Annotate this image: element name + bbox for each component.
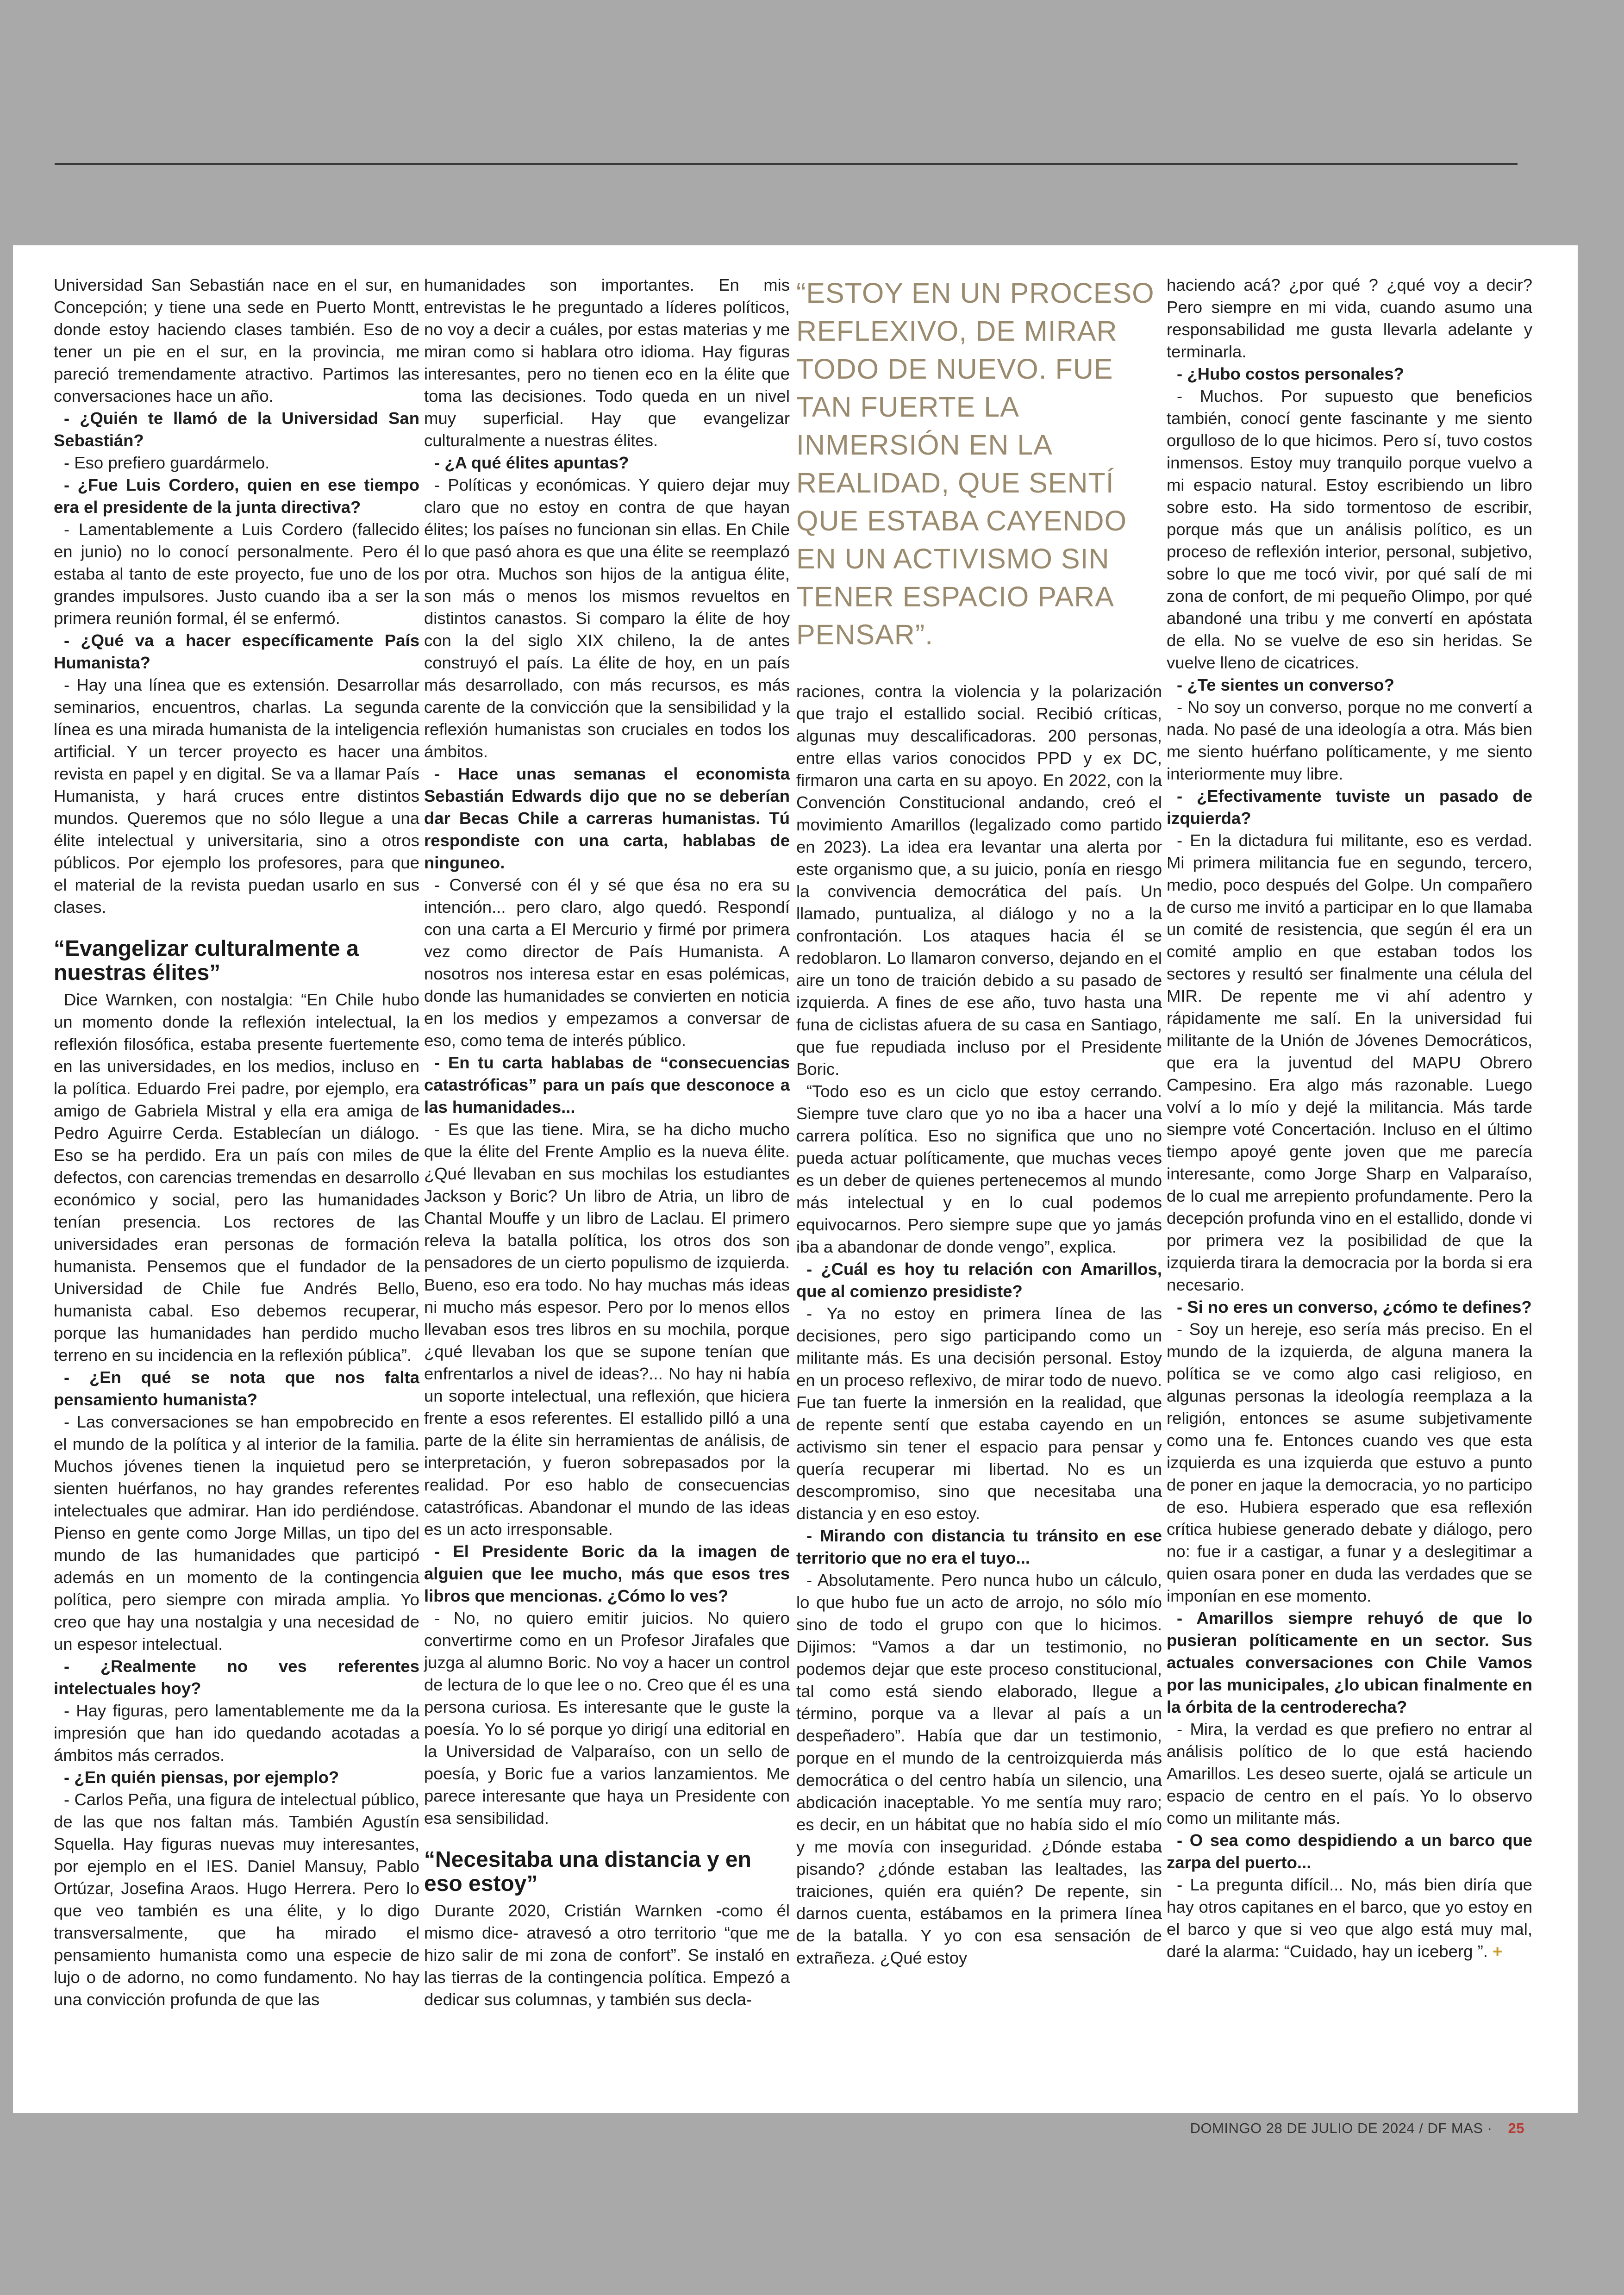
body-paragraph: [54, 452, 419, 474]
paragraph-text: - No soy un converso, porque no me convertí a nada. No pasé de una ideología a otra. Más bien me siento huérfano políticamente, y me siento interiormente muy libre.: [1167, 698, 1532, 783]
paragraph-text: - Mirando con distancia tu tránsito en ese territorio que no era el tuyo...: [796, 1526, 1162, 1567]
body-paragraph: [796, 1080, 1162, 1258]
paragraph-text: - El Presidente Boric da la imagen de alguien que lee mucho, más que esos tres libros que mencionas. ¿Cómo lo ves?: [424, 1542, 790, 1605]
paragraph-text: “Necesitaba una distancia y en eso estoy”: [424, 1847, 751, 1896]
paragraph-text: - ¿Fue Luis Cordero, quien en ese tiempo era el presidente de la junta directiva?: [54, 475, 419, 517]
interview-question: [424, 1540, 790, 1607]
body-paragraph: [1167, 1874, 1532, 1963]
body-paragraph: [1167, 385, 1532, 674]
body-paragraph: [54, 989, 419, 1366]
body-paragraph: [54, 1411, 419, 1655]
paragraph-text: - ¿En qué se nota que nos falta pensamiento humanista?: [54, 1368, 419, 1409]
paragraph-text: - En la dictadura fui militante, eso es verdad. Mi primera militancia fue en segundo, tercero, medio, poco después del Golpe. Un compañero de curso me invitó a participar en lo que llamaba un comité de resistencia, que según él era un comité amplio en que estaban todos los sectores y resultó ser finalmente una célula del MIR. De repente me vi ahí adentro y rápidamente me salí. En la universidad fui militante de la Unión de Jóvenes Democráticos, que era la juventud del MAPU Obrero Campesino. Era algo más razonable. Luego volví a lo mío y dejé la militancia. Más tarde siempre voté Concertación. Incluso en el último tiempo apoyé gente joven que me parecía interesante, como Jorge Sharp en Valparaíso, de lo cual me arrepiento profundamente. Pero la decepción profunda vino en el estallido, donde vi por primera vez la posibilidad de que la izquierda tirara la democracia por la borda si era necesario.: [1167, 831, 1532, 1294]
paragraph-text: raciones, contra la violencia y la polarización que trajo el estallido social. Recibió críticas, algunas muy descalificadoras. 200 personas, entre ellas varios conocidos PPD y ex DC, firmaron una carta en su apoyo. En 2022, con la Convención Constitucional andando, creó el movimiento Amarillos (legalizado como partido en 2023). La idea era levantar una alerta por este organismo que, a su juicio, ponía en riesgo la convivencia democrática del país. Un llamado, puntualiza, al diálogo y no a la confrontación. Los ataques hacia él se redoblaron. Lo llamaron converso, dejando en el aire un tono de traición debido a su pasado de izquierda. A fines de ese año, tuvo hasta una funa de ciclistas afuera de su casa en Santiago, que fue repudiada incluso por el Presidente Boric.: [796, 682, 1162, 1079]
paragraph-text: - ¿Qué va a hacer específicamente País Humanista?: [54, 631, 419, 672]
interview-question: [54, 1366, 419, 1411]
body-paragraph: [54, 1789, 419, 2011]
interview-question: [1167, 1829, 1532, 1874]
footer-issue-date: DOMINGO 28 DE JULIO DE 2024 / DF MAS ·: [1190, 2120, 1493, 2136]
interview-question: [54, 1766, 419, 1789]
paragraph-text: - ¿En quién piensas, por ejemplo?: [64, 1768, 339, 1787]
paragraph-text: - Hay una línea que es extensión. Desarrollar seminarios, encuentros, charlas. La segunda línea es una mirada humanista de la inteligencia artificial. Y un tercer proyecto es hacer una revista en papel y en digital. Se va a llamar País Humanista, y hará cruces entre distintos mundos. Queremos que no sólo llegue a una élite intelectual y universitaria, sino a otros públicos. Por ejemplo los profesores, para que el material de la revista puedan usarlo en sus clases.: [54, 675, 419, 917]
body-paragraph: [424, 874, 790, 1052]
paragraph-text: - Soy un hereje, eso sería más preciso. En el mundo de la izquierda, de alguna manera la política se ve como algo casi religioso, en algunas personas la ideología reemplaza a la religión, entonces se asume subjetivamente como una fe. Entonces cuando ves que esta izquierda es una izquierda que estuvo a punto de poner en jaque la democracia, yo no participo de eso. Hubiera esperado que esa reflexión crítica hubiese generado debate y diálogo, pero no: fue ir a castigar, a funar y a deslegitimar a quien osara poner en duda las verdades que se imponían en ese momento.: [1167, 1320, 1532, 1605]
paragraph-text: Universidad San Sebastián nace en el sur, en Concepción; y tiene una sede en Puerto Montt, donde estoy haciendo clases también. Eso de tener un pie en el sur, en la provincia, me pareció tremendamente atractivo. Partimos las conversaciones hace un año.: [54, 275, 419, 405]
paragraph-text: - Mira, la verdad es que prefiero no entrar al análisis político de lo que está haciendo Amarillos. Les deseo suerte, ojalá se articule un espacio de centro en el país. Yo lo observo como un militante más.: [1167, 1720, 1532, 1827]
paragraph-text: - Es que las tiene. Mira, se ha dicho mucho que la élite del Frente Amplio es la nueva élite. ¿Qué llevaban en sus mochilas los estudiantes Jackson y Boric? Un libro de Atria, un libro de Chantal Mouffe y un libro de Laclau. El primero releva la batalla política, los otros dos son pensadores de un cierto populismo de izquierda. Bueno, eso era todo. No hay muchas más ideas ni mucho más espesor. Pero por lo menos ellos llevaban esos tres libros en su mochila, porque ¿qué llevaban los que se supone tenían que enfrentarlos a nivel de ideas?... No hay ni había un soporte intelectual, una reflexión, que hiciera frente a esos referentes. El estallido pilló a una parte de la élite sin herramientas de análisis, de interpretación, y fueron sobrepasados por la realidad. Por eso hablo de consecuencias catastróficas. Abandonar el mundo de las ideas es un acto irresponsable.: [424, 1120, 790, 1539]
interview-question: [54, 474, 419, 518]
body-paragraph: [1167, 1318, 1532, 1607]
paragraph-text: - Absolutamente. Pero nunca hubo un cálculo, lo que hubo fue un acto de arrojo, no sólo mío sino de todo el grupo con que lo hicimos. Dijimos: “Vamos a dar un testimonio, no podemos dejar que este proceso constitucional, tal como está siendo elaborado, llegue a término, porque va a llevar al país a un despeñadero”. Había que dar un testimonio, porque en el mundo de la centroizquierda más democrática o del centro había un silencio, una abdicación inaceptable. Yo me sentía muy raro; es decir, en un hábitat que no había sido el mío y me movía con inseguridad. ¿Dónde estaba pisando? ¿dónde estaban las lealtades, las traiciones, quién era quién? De repente, sin darnos cuenta, estábamos en la primera línea de la batalla. Y yo con esa sensación de extrañeza. ¿Qué estoy: [796, 1571, 1162, 1967]
body-paragraph: [54, 518, 419, 630]
article-column-4: [1167, 274, 1532, 1963]
paragraph-text: Durante 2020, Cristián Warnken -como él mismo dice- atravesó a otro territorio “que me hizo salir de mi zona de confort”. Se instaló en las tierras de la contingencia política. Empezó a dedicar sus columnas, y también sus decla-: [424, 1901, 790, 2009]
paragraph-text: - Muchos. Por supuesto que beneficios también, conocí gente fascinante y me siento orgulloso de lo que hicimos. Pero sí, tuvo costos inmensos. Estoy muy tranquilo porque vuelvo a mi espacio natural. Estoy escribiendo un libro sobre esto. Ha sido tormentoso de escribir, porque más que un análisis político, es un proceso de reflexión interior, personal, subjetivo, sobre lo que me tocó vivir, por qué salí de mi zona de confort, de mi pequeño Olimpo, por qué abandoné una tribu y me convertí en apóstata de ella. No se vuelve de eso sin heridas. Se vuelve lleno de cicatrices.: [1167, 387, 1532, 672]
body-paragraph: [1167, 829, 1532, 1296]
body-paragraph: [424, 1607, 790, 1829]
interview-question: [54, 1655, 419, 1700]
interview-question: [1167, 1296, 1532, 1318]
paragraph-text: - ¿Hubo costos personales?: [1177, 364, 1404, 383]
magazine-page: [13, 245, 1578, 2113]
paragraph-text: humanidades son importantes. En mis entrevistas le he preguntado a líderes políticos, no voy a decir a cuáles, por estas materias y me miran como si hablara otro idioma. Hay figuras interesantes, pero no tienen eco en la élite que toma las decisiones. Todo queda en un nivel muy superficial. Hay que evangelizar culturalmente a nuestras élites.: [424, 275, 790, 450]
paragraph-text: - Hace unas semanas el economista Sebastián Edwards dijo que no se deberían dar Becas Chile a carreras humanistas. Tú respondiste con una carta, hablabas de ninguneo.: [424, 764, 790, 872]
paragraph-text: - En tu carta hablabas de “consecuencias catastróficas” para un país que desconoce a las humanidades...: [424, 1053, 790, 1116]
interview-question: [1167, 785, 1532, 829]
end-mark: +: [1493, 1942, 1503, 1961]
paragraph-text: - Las conversaciones se han empobrecido en el mundo de la política y al interior de la familia. Muchos jóvenes tienen la inquietud pero se sienten huérfanos, no hay grandes referentes intelectuales que admirar. Han ido perdiéndose. Pienso en gente como Jorge Millas, un tipo del mundo de las humanidades que participó además en un momento de la contingencia política, pero siempre con mirada amplia. Yo creo que hay una nostalgia y una necesidad de un espesor intelectual.: [54, 1412, 419, 1653]
paragraph-text: - Lamentablemente a Luis Cordero (fallecido en junio) no lo conocí personalmente. Pero él estaba al tanto de este proyecto, fue uno de los grandes impulsores. Justo cuando iba a ser la primera reunión formal, él se enfermó.: [54, 520, 419, 628]
paragraph-text: “Todo eso es un ciclo que estoy cerrando. Siempre tuve claro que yo no iba a hacer una carrera política. Eso no significa que uno no pueda actuar políticamente, que muchas veces es un deber de quienes pertenecemos al mundo más intelectual y en lo cual podemos equivocarnos. Pero siempre supe que yo jamás iba a abandonar de donde vengo”, explica.: [796, 1082, 1162, 1256]
paragraph-text: - ¿A qué élites apuntas?: [434, 453, 629, 472]
paragraph-text: Dice Warnken, con nostalgia: “En Chile hubo un momento donde la reflexión intelectual, la reflexión filosófica, estaba presente fuertemente en las universidades, en los medios, incluso en la política. Eduardo Frei padre, por ejemplo, era amigo de Gabriela Mistral y ella era amiga de Pedro Aguirre Cerda. Establecían un diálogo. Eso se ha perdido. Era un país con miles de defectos, con carencias tremendas en desarrollo económico y social, pero las humanidades tenían presencia. Los rectores de las universidades eran personas de formación humanista. Pensemos que el fundador de la Universidad de Chile fue Andrés Bello, humanista cabal. Eso debemos recuperar, porque las humanidades han perdido mucho terreno en su incidencia en la reflexión pública”.: [54, 990, 419, 1365]
paragraph-text: - ¿Efectivamente tuviste un pasado de izquierda?: [1167, 786, 1532, 828]
interview-question: [1167, 363, 1532, 385]
body-paragraph: [1167, 696, 1532, 785]
interview-question: [54, 407, 419, 452]
paragraph-text: - ¿Quién te llamó de la Universidad San Sebastián?: [54, 409, 419, 450]
paragraph-text: “Evangelizar culturalmente a nuestras élites”: [54, 936, 359, 985]
paragraph-text: - Hay figuras, pero lamentablemente me da la impresión que han ido quedando acotadas a ámbitos más cerrados.: [54, 1701, 419, 1765]
article-column-2: [424, 274, 790, 2011]
interview-question: [796, 1525, 1162, 1569]
interview-question: [424, 452, 790, 474]
pull-quote: “ESTOY EN UN PROCESO REFLEXIVO, DE MIRAR TODO DE NUEVO. FUE TAN FUERTE LA INMERSIÓN EN LA REALIDAD, QUE SENTÍ QUE ESTABA CAYENDO EN UN ACTIVISMO SIN TENER ESPACIO PARA PENSAR”.: [796, 277, 1155, 650]
paragraph-text: - Políticas y económicas. Y quiero dejar muy claro que no estoy en contra de que hayan élites; los países no funcionan sin ellas. En Chile lo que pasó ahora es que una élite se reemplazó por otra. Muchos son hijos de la antigua élite, son más o menos los mismos revueltos en distintos canastos. Si comparo la élite de hoy con la del siglo XIX chileno, la de antes construyó el país. La élite de hoy, en un país más desarrollado, con más recursos, es más carente de la convicción que la sensibilidad y la reflexión humanistas son cruciales en todos los ámbitos.: [424, 475, 790, 761]
paragraph-text: - ¿Te sientes un converso?: [1177, 675, 1394, 694]
section-heading: [424, 1848, 790, 1896]
body-paragraph: [1167, 1718, 1532, 1829]
body-paragraph: [424, 1900, 790, 2011]
paragraph-text: - Carlos Peña, una figura de intelectual público, de las que nos faltan más. También Agustín Squella. Hay figuras nuevas muy interesantes, por ejemplo en el IES. Daniel Mansuy, Pablo Ortúzar, Josefina Araos. Hugo Herrera. Pero lo que veo también es una élite, y lo digo transversalmente, que ha mirado el pensamiento humanista como una especie de lujo o de adorno, no como fundamento. No hay una convicción profunda de que las: [54, 1790, 419, 2009]
body-paragraph: [424, 474, 790, 763]
paragraph-text: - Conversé con él y sé que ésa no era su intención... pero claro, algo quedó. Respondí con una carta a El Mercurio y firmé por primera vez como director de País Humanista. A nosotros nos interesa estar en esas polémicas, donde las humanidades se convierten en noticia en los medios y empezamos a conversar de eso, como tema de interés público.: [424, 875, 790, 1050]
body-paragraph: [424, 274, 790, 452]
interview-question: [1167, 1607, 1532, 1718]
paragraph-text: - La pregunta difícil... No, más bien diría que hay otros capitanes en el barco, que yo estoy en el barco y que si veo que algo está muy mal, daré la alarma: “Cuidado, hay un iceberg ”.: [1167, 1875, 1532, 1961]
top-rule: [55, 163, 1518, 165]
body-paragraph: [1167, 274, 1532, 363]
interview-question: [424, 763, 790, 874]
article-column-1: [54, 274, 419, 2011]
paragraph-text: haciendo acá? ¿por qué ? ¿qué voy a decir? Pero siempre en mi vida, cuando asumo una responsabilidad me gusta llevarla adelante y terminarla.: [1167, 275, 1532, 361]
article-column-3: [796, 274, 1162, 1969]
page-footer: [1190, 2120, 1524, 2137]
body-paragraph: [54, 274, 419, 407]
interview-question: [796, 1258, 1162, 1303]
paragraph-text: - Eso prefiero guardármelo.: [64, 453, 270, 472]
paragraph-text: - Ya no estoy en primera línea de las decisiones, pero sigo participando como un militante más. Es una decisión personal. Estoy en un proceso reflexivo, de mirar todo de nuevo. Fue tan fuerte la inmersión en la realidad, que de repente sentí que estaba cayendo en un activismo sin tener el espacio para pensar y quería recuperar mi libertad. No es un descompromiso, sino que necesitaba una distancia y en eso estoy.: [796, 1304, 1162, 1523]
body-paragraph: [796, 1569, 1162, 1969]
interview-question: [54, 630, 419, 674]
interview-question: [1167, 674, 1532, 696]
paragraph-text: - Amarillos siempre rehuyó de que lo pusieran políticamente en un sector. Sus actuales conversaciones con Chile Vamos por las municipales, ¿lo ubican finalmente en la órbita de la centroderecha?: [1167, 1609, 1532, 1716]
interview-question: [424, 1052, 790, 1118]
body-paragraph: [424, 1118, 790, 1540]
paragraph-text: - No, no quiero emitir juicios. No quiero convertirme como en un Profesor Jirafales que juzga al alumno Boric. No voy a hacer un control de lectura de lo que lee o no. Creo que él es una persona curiosa. Es interesante que le guste la poesía. Yo lo sé porque yo dirigí una editorial en la Universidad de Valparaíso, con un sello de poesía, y Boric fue a varios lanzamientos. Me parece interesante que haya un Presidente con esa sensibilidad.: [424, 1609, 790, 1827]
paragraph-text: - ¿Cuál es hoy tu relación con Amarillos, que al comienzo presidiste?: [796, 1260, 1162, 1301]
page-number: 25: [1508, 2120, 1524, 2136]
body-paragraph: [796, 680, 1162, 1080]
body-paragraph: [54, 674, 419, 918]
paragraph-text: - ¿Realmente no ves referentes intelectuales hoy?: [54, 1657, 419, 1698]
paragraph-text: - O sea como despidiendo a un barco que zarpa del puerto...: [1167, 1831, 1532, 1872]
body-paragraph: [54, 1700, 419, 1766]
section-heading: [54, 937, 419, 985]
paragraph-text: - Si no eres un converso, ¿cómo te defines?: [1177, 1297, 1532, 1316]
body-paragraph: [796, 1303, 1162, 1525]
